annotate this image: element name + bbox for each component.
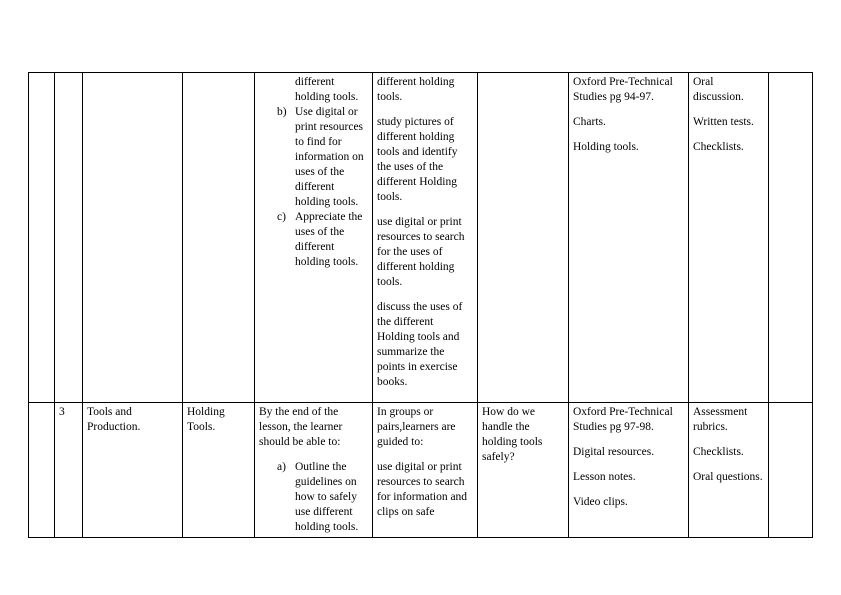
list-marker: c) <box>277 211 286 223</box>
list-marker: a) <box>277 461 286 473</box>
cell-strand-r1 <box>83 73 183 403</box>
outcome-item-c <box>259 210 368 270</box>
experience-paragraph: different holding tools. <box>377 76 455 103</box>
cell-lesson-r2 <box>55 403 83 538</box>
cell-inquiry-r2 <box>478 403 569 538</box>
list-text: Appreciate the uses of the different holding tools. <box>295 211 363 268</box>
cell-week-r2 <box>29 403 55 538</box>
assessment-item: Checklists. <box>693 141 744 153</box>
assessment-item: Oral questions. <box>693 471 763 483</box>
cell-resources-r2 <box>569 403 689 538</box>
cell-substrand-r2 <box>183 403 255 538</box>
cell-lesson-r1 <box>55 73 83 403</box>
outcome-continuation <box>259 75 368 105</box>
resource-item: Oxford Pre-Technical Studies pg 97-98. <box>573 406 673 433</box>
resource-item: Digital resources. <box>573 446 655 458</box>
strand-title: Tools and Production. <box>87 406 141 433</box>
cell-remarks-r1 <box>769 73 813 403</box>
assessment-item: Written tests. <box>693 116 754 128</box>
assessment-item: Checklists. <box>693 446 744 458</box>
outcome-item-b <box>259 105 368 210</box>
assessment-item: Assessment rubrics. <box>693 406 748 433</box>
cell-substrand-r1 <box>183 73 255 403</box>
scheme-of-work-table <box>28 72 813 538</box>
cell-experiences-r1 <box>373 73 478 403</box>
resource-item: Charts. <box>573 116 606 128</box>
resource-item: Video clips. <box>573 496 628 508</box>
lesson-number: 3 <box>59 406 65 418</box>
experience-paragraph: use digital or print resources to search for information and clips on safe <box>377 461 468 518</box>
assessment-item: Oral discussion. <box>693 76 744 103</box>
list-text: different holding tools. <box>295 76 359 103</box>
cell-week-r1 <box>29 73 55 403</box>
outcome-item-a <box>259 460 368 535</box>
experience-paragraph: discuss the uses of the different Holding tools and summarize the points in exercise books. <box>377 301 463 388</box>
experience-paragraph: study pictures of different holding tools and identify the uses of the different Holding tools. <box>377 116 458 203</box>
experience-paragraph: use digital or print resources to search for the uses of different holding tools. <box>377 216 465 288</box>
cell-assessment-r2 <box>689 403 769 538</box>
resource-item: Holding tools. <box>573 141 639 153</box>
cell-experiences-r2 <box>373 403 478 538</box>
substrand-title: Holding Tools. <box>187 406 225 433</box>
cell-inquiry-r1 <box>478 73 569 403</box>
resource-item: Oxford Pre-Technical Studies pg 94-97. <box>573 76 673 103</box>
list-marker: b) <box>277 106 287 118</box>
cell-outcomes-r2 <box>255 403 373 538</box>
cell-remarks-r2 <box>769 403 813 538</box>
cell-strand-r2 <box>83 403 183 538</box>
cell-assessment-r1 <box>689 73 769 403</box>
inquiry-question: How do we handle the holding tools safely? <box>482 406 543 463</box>
list-text: Outline the guidelines on how to safely use different holding tools. <box>295 461 359 533</box>
table-row-lesson-3 <box>29 403 813 538</box>
experience-paragraph: In groups or pairs,learners are guided to: <box>377 406 456 448</box>
list-text: Use digital or print resources to find for information on uses of the different holding tools. <box>295 106 364 208</box>
table-row-continuation <box>29 73 813 403</box>
outcomes-intro: By the end of the lesson, the learner should be able to: <box>259 406 343 448</box>
resource-item: Lesson notes. <box>573 471 636 483</box>
cell-outcomes-r1 <box>255 73 373 403</box>
cell-resources-r1 <box>569 73 689 403</box>
